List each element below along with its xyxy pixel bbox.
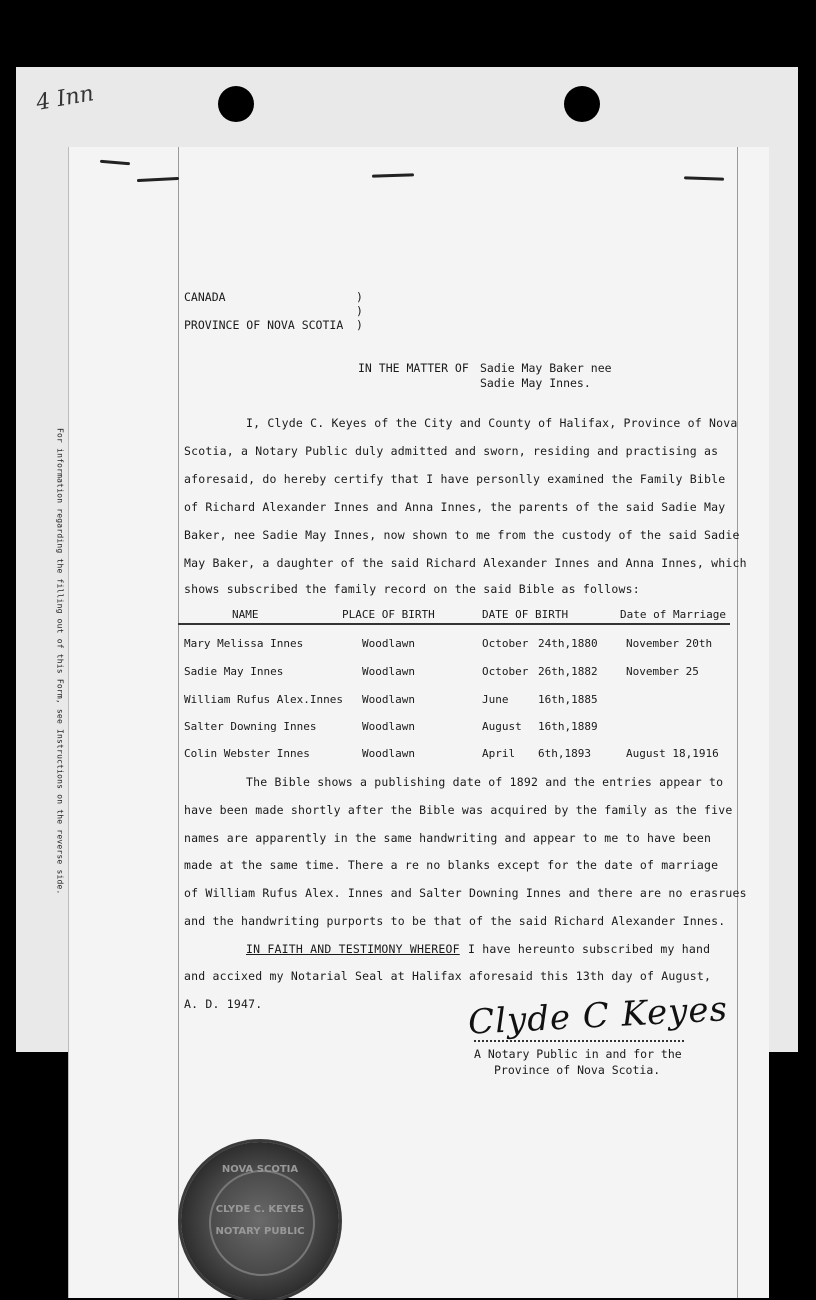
testimony-rest: I have hereunto subscribed my hand: [468, 942, 711, 956]
table-cell-place: Woodlawn: [362, 693, 415, 706]
table-cell-name: Salter Downing Innes: [184, 720, 317, 733]
table-cell-place: Woodlawn: [362, 637, 415, 650]
table-header-rule: [178, 623, 730, 625]
testimony-heading: IN FAITH AND TESTIMONY WHEREOF: [246, 942, 460, 956]
seal-text-middle: CLYDE C. KEYES: [215, 1204, 305, 1215]
matter-name-line1: Sadie May Baker nee: [480, 361, 612, 375]
seal-inner-ring: [209, 1170, 315, 1276]
table-cell-name: Mary Melissa Innes: [184, 637, 304, 650]
testimony-date: A. D. 1947.: [184, 997, 263, 1011]
table-cell-birth-day: 24th,1880: [538, 637, 598, 650]
table-cell-birth-day: 6th,1893: [538, 747, 591, 760]
notarial-certificate-page: [68, 147, 769, 1298]
table-cell-marriage: August 18,1916: [626, 747, 719, 760]
table-cell-name: Colin Webster Innes: [184, 747, 310, 760]
matter-name-line2: Sadie May Innes.: [480, 376, 591, 390]
seal-text-label: NOTARY PUBLIC: [215, 1226, 305, 1237]
table-cell-marriage: November 25: [626, 665, 699, 678]
paragraph2-line: of William Rufus Alex. Innes and Salter Downing Innes and there are no erasrues: [184, 886, 747, 900]
right-margin-rule: [737, 147, 738, 1298]
paragraph1-line: shows subscribed the family record on the said Bible as follows:: [184, 582, 640, 596]
signature-line: [474, 1040, 684, 1042]
table-cell-birth-month: April: [482, 747, 516, 760]
side-instruction-note: For information regarding the filling out of this Form, see Instructions on the reverse side.: [55, 428, 65, 895]
paragraph1-line: Baker, nee Sadie May Innes, now shown to me from the custody of the said Sadie: [184, 528, 740, 542]
matter-label: IN THE MATTER OF: [358, 361, 469, 375]
left-margin-rule: [178, 147, 179, 1298]
heading-province: PROVINCE OF NOVA SCOTIA: [184, 318, 344, 332]
table-cell-birth-month: October: [482, 665, 529, 678]
table-header-name: NAME: [232, 608, 259, 621]
paragraph2-line: made at the same time. There a re no blanks except for the date of marriage: [184, 858, 719, 872]
heading-canada: CANADA: [184, 290, 226, 304]
paragraph2-line: and the handwriting purports to be that of the said Richard Alexander Innes.: [184, 914, 726, 928]
paragraph1-line: May Baker, a daughter of the said Richard Alexander Innes and Anna Innes, which: [184, 556, 747, 570]
notary-title-line1: A Notary Public in and for the: [474, 1047, 682, 1061]
table-cell-birth-month: June: [482, 693, 509, 706]
table-cell-place: Woodlawn: [362, 665, 415, 678]
table-cell-place: Woodlawn: [362, 720, 415, 733]
table-cell-birth-month: August: [482, 720, 522, 733]
table-cell-birth-day: 16th,1885: [538, 693, 598, 706]
heading-bracket: ): [356, 318, 363, 332]
punch-hole-left: [218, 86, 254, 122]
table-cell-name: Sadie May Innes: [184, 665, 284, 678]
corner-handwritten-mark: 4 Inn: [34, 81, 96, 116]
paragraph1-line: aforesaid, do hereby certify that I have personlly examined the Family Bible: [184, 472, 726, 486]
paragraph1-line: Scotia, a Notary Public duly admitted and sworn, residing and practising as: [184, 444, 719, 458]
paragraph2-line: names are apparently in the same handwriting and appear to me to have been: [184, 831, 712, 845]
table-cell-birth-day: 26th,1882: [538, 665, 598, 678]
notary-signature: Clyde C Keyes: [467, 989, 729, 1043]
table-cell-place: Woodlawn: [362, 747, 415, 760]
table-header-place: PLACE OF BIRTH: [342, 608, 435, 621]
heading-bracket: ): [356, 290, 363, 304]
notarial-seal: [181, 1142, 339, 1300]
notary-title-line2: Province of Nova Scotia.: [494, 1063, 661, 1077]
seal-text-top: NOVA SCOTIA: [221, 1164, 299, 1175]
heading-bracket: ): [356, 304, 363, 318]
paragraph1-line: of Richard Alexander Innes and Anna Innes, the parents of the said Sadie May: [184, 500, 726, 514]
table-cell-name: William Rufus Alex.Innes: [184, 693, 343, 706]
table-cell-birth-day: 16th,1889: [538, 720, 598, 733]
table-cell-birth-month: October: [482, 637, 529, 650]
table-header-date-of-birth: DATE OF BIRTH: [482, 608, 569, 621]
paragraph1-line: I, Clyde C. Keyes of the City and County of Halifax, Province of Nova: [246, 416, 738, 430]
paragraph2-line: The Bible shows a publishing date of 1892 and the entries appear to: [246, 775, 724, 789]
punch-hole-right: [564, 86, 600, 122]
paragraph2-line: have been made shortly after the Bible was acquired by the family as the five: [184, 803, 733, 817]
table-header-date-of-marriage: Date of Marriage: [620, 608, 726, 621]
table-cell-marriage: November 20th: [626, 637, 713, 650]
testimony-line2: and accixed my Notarial Seal at Halifax aforesaid this 13th day of August,: [184, 969, 712, 983]
